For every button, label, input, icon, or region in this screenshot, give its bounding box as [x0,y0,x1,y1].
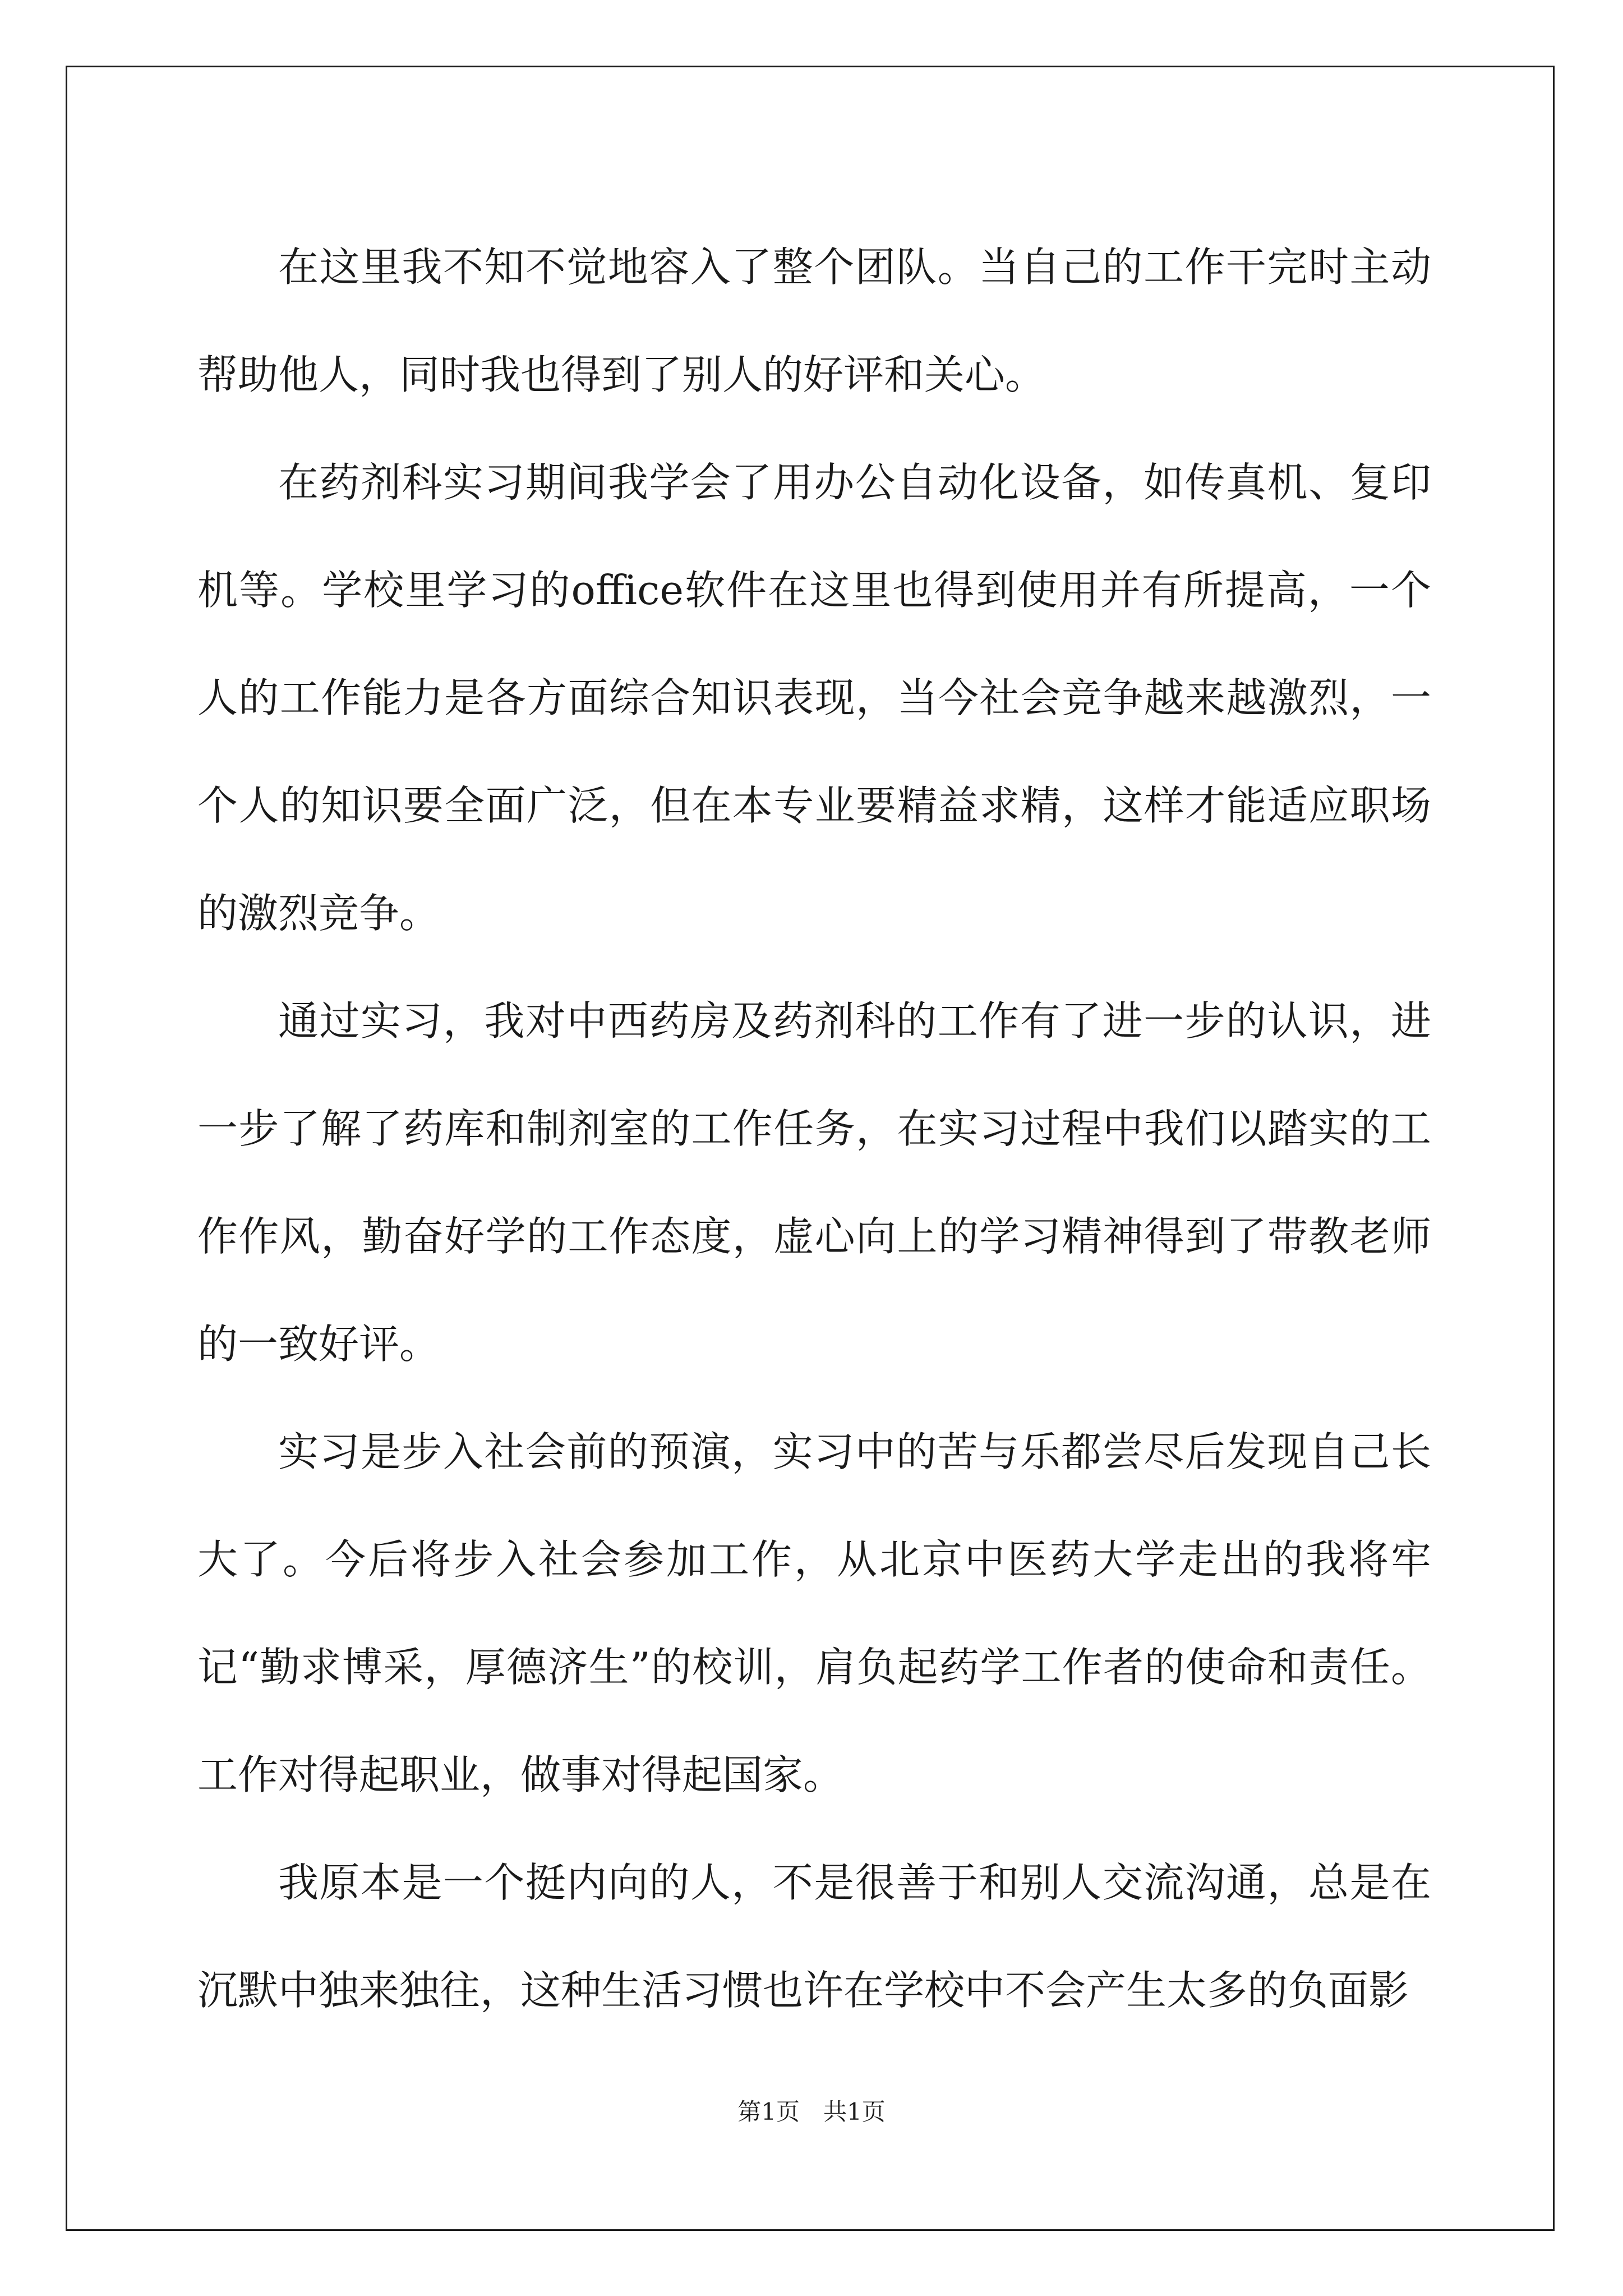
paragraph: 在这里我不知不觉地容入了整个团队。当自己的工作干完时主动帮助他人，同时我也得到了别人的好评和关心。 [197,243,1431,398]
paragraph: 在药剂科实习期间我学会了用办公自动化设备，如传真机、复印机等。学校里学习的office软件在这里也得到使用并有所提高，一个人的工作能力是各方面综合知识表现，当今社会竞争越来越激烈，一个人的知识要全面广泛，但在本专业要精益求精，这样才能适应职场的激烈竞争。 [197,459,1431,937]
document-body [197,213,1431,2044]
paragraph: 通过实习，我对中西药房及药剂科的工作有了进一步的认识，进一步了解了药库和制剂室的工作任务，在实习过程中我们以踏实的工作作风，勤奋好学的工作态度，虚心向上的学习精神得到了带教老师的一致好评。 [197,997,1431,1368]
paragraph: 实习是步入社会前的预演，实习中的苦与乐都尝尽后发现自己长大了。今后将步入社会参加工作，从北京中医药大学走出的我将牢记“勤求博采，厚德济生”的校训，肩负起药学工作者的使命和责任。工作对得起职业，做事对得起国家。 [197,1428,1431,1798]
paragraph: 我原本是一个挺内向的人，不是很善于和别人交流沟通，总是在沉默中独来独往，这种生活习惯也许在学校中不会产生太多的负面影 [197,1859,1431,2014]
page-number: 第1页 共1页 [737,2098,886,2125]
